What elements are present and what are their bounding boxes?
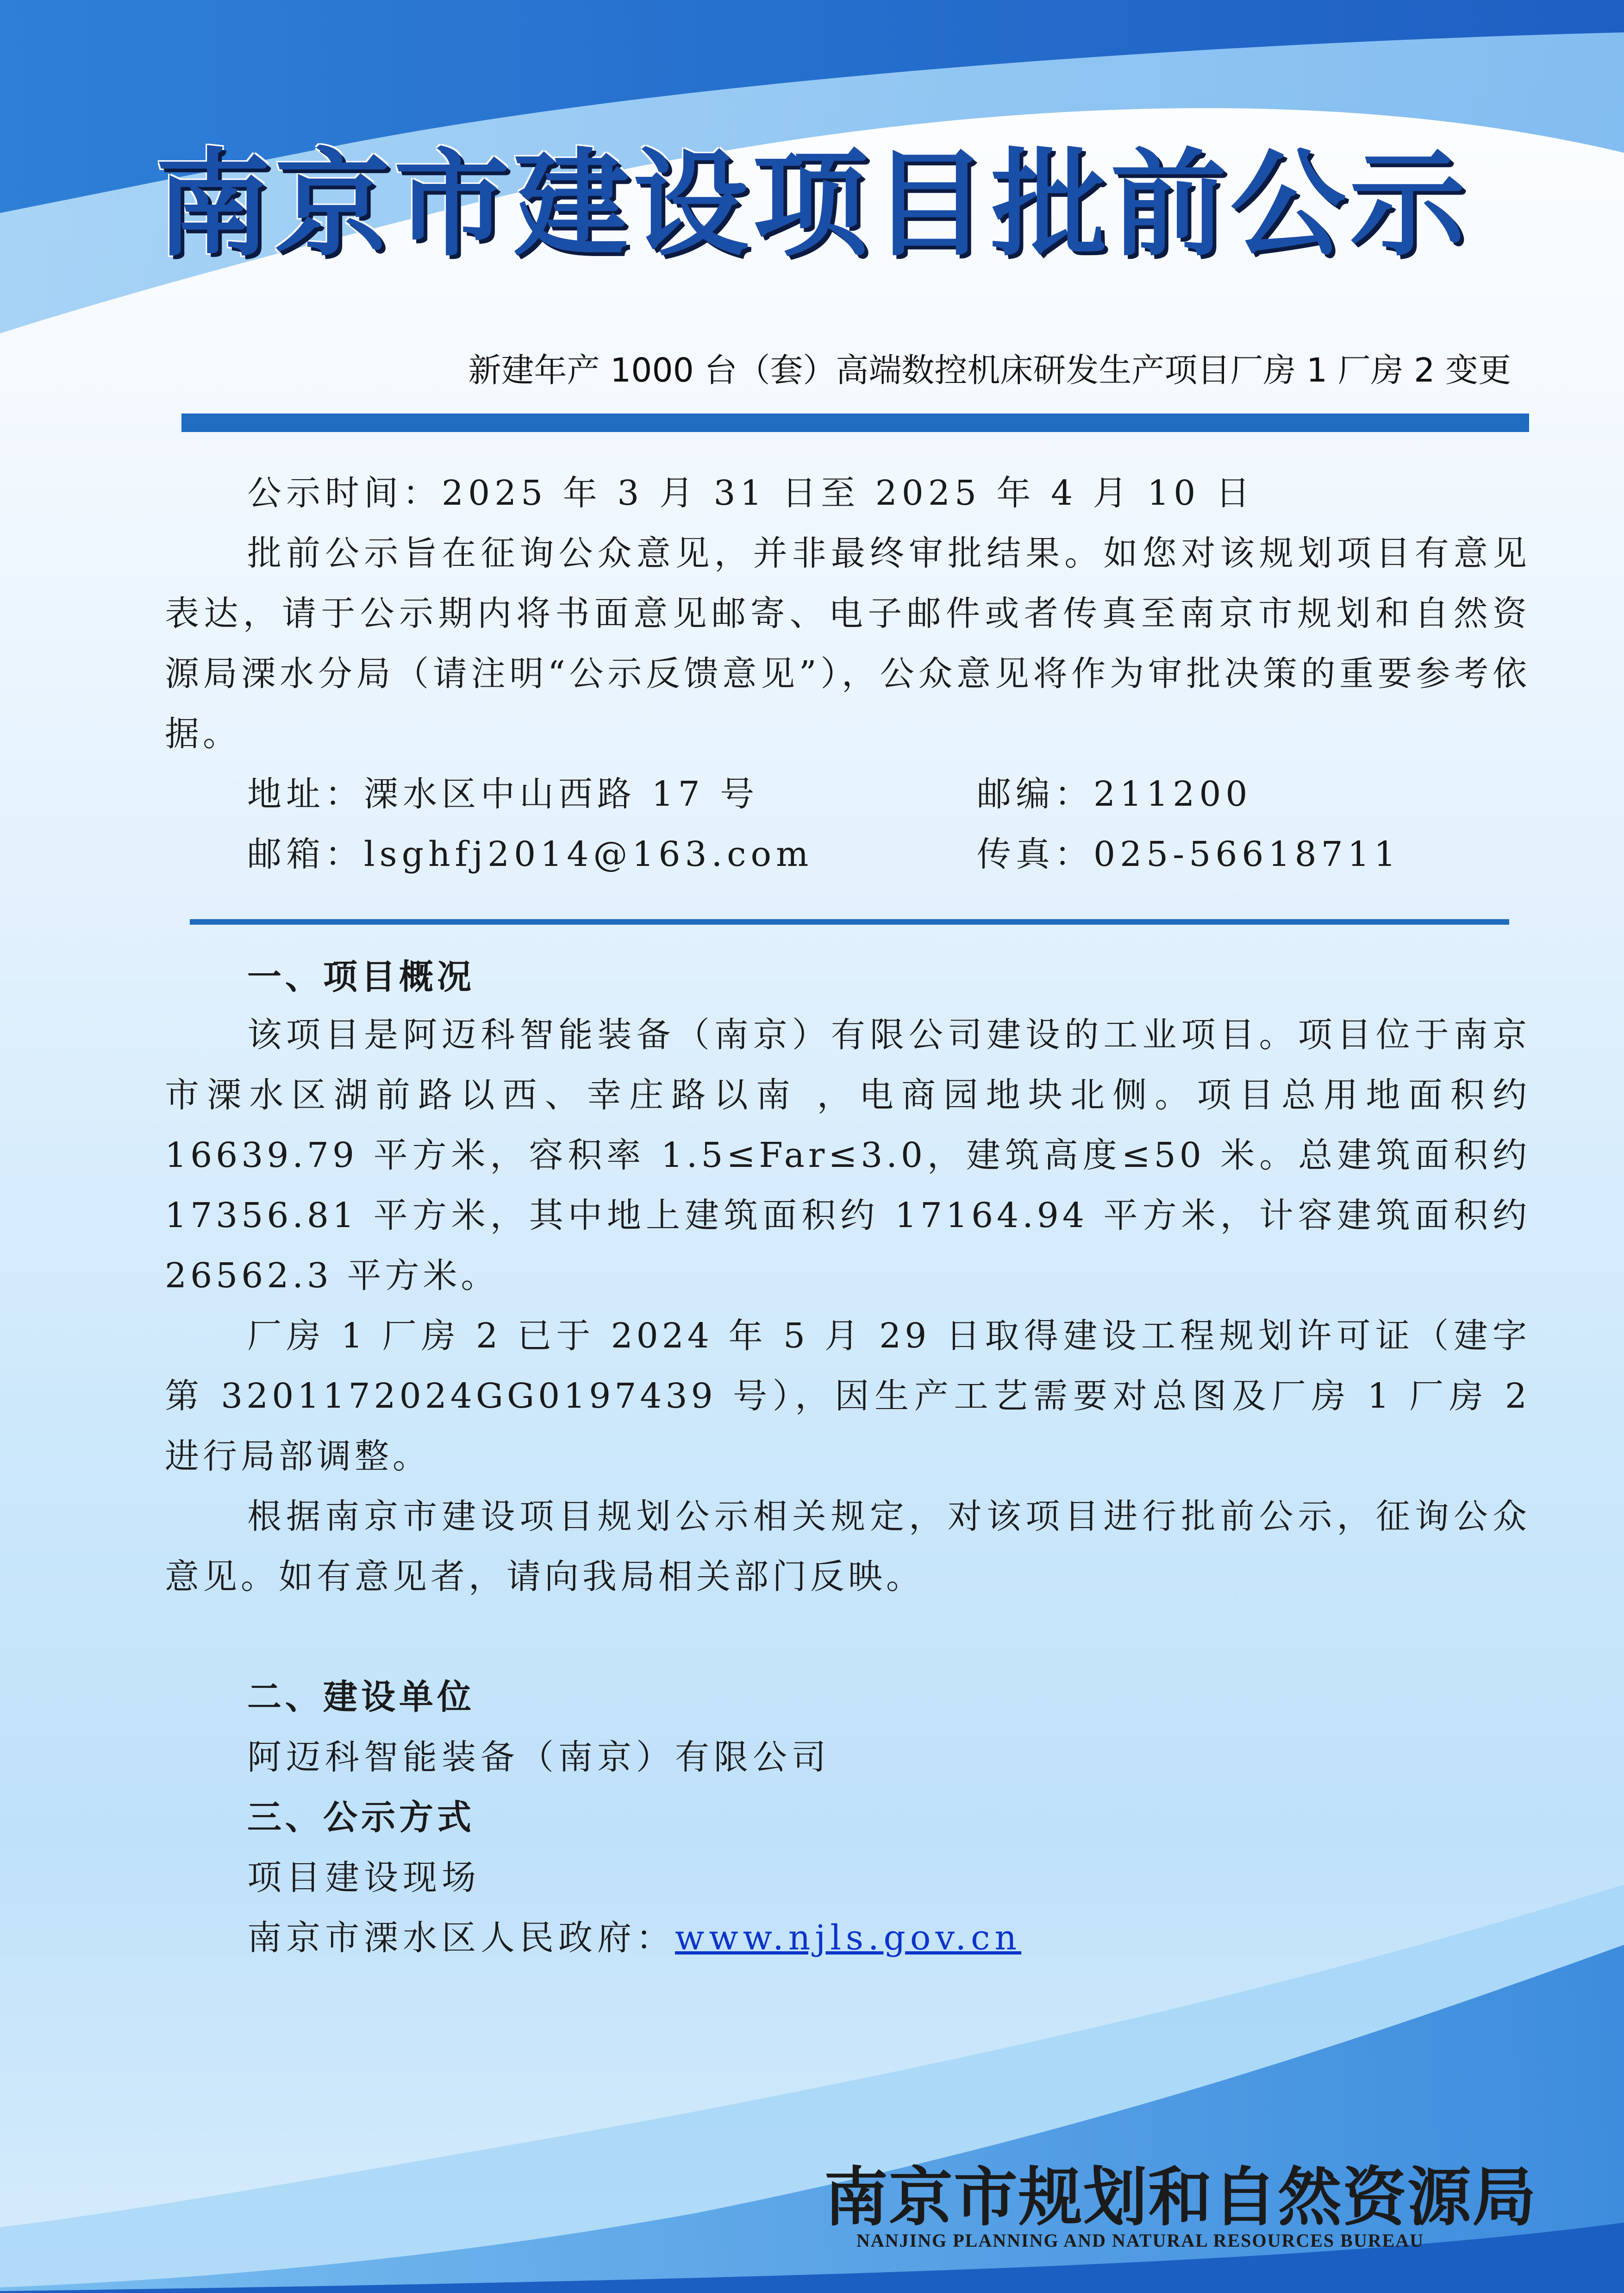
notice-intro: 批前公示旨在征询公众意见，并非最终审批结果。如您对该规划项目有意见表达，请于公示期内将书面意见邮寄、电子邮件或者传真至南京市规划和自然资源局溧水分局（请注明“公示反馈意见”），公众意见将作为审批决策的重要参考依据。: [165, 533, 1530, 754]
section-divider: [190, 919, 1509, 925]
change-paragraph: 厂房 1 厂房 2 已于 2024 年 5 月 29 日取得建设工程规划许可证（建字第 3201172024GG0197439 号），因生产工艺需要对总图及厂房 1 厂房 2 进行局部调整。: [165, 1316, 1530, 1476]
method-website: [247, 1908, 1021, 1968]
contact-address: 地址：溧水区中山西路 17 号: [247, 774, 759, 814]
notice-period: 公示时间：2025 年 3 月 31 日至 2025 年 4 月 10 日: [247, 473, 1255, 513]
method-site: 项目建设现场: [247, 1858, 481, 1898]
contact-fax: 传真：025-56618711: [977, 834, 1400, 874]
page-title: 南京市建设项目批前公示: [155, 136, 1469, 272]
title-divider: [181, 413, 1529, 432]
contact-postcode: 邮编：211200: [977, 774, 1252, 814]
contact-email: 邮箱：lsghfj2014@163.com: [247, 834, 813, 874]
website-label: 南京市溧水区人民政府：: [247, 1918, 675, 1958]
section-heading-builder: 二、建设单位: [247, 1677, 475, 1717]
feedback-paragraph: 根据南京市建设项目规划公示相关规定，对该项目进行批前公示，征询公众意见。如有意见者，请向我局相关部门反映。: [165, 1497, 1530, 1597]
bureau-name-english: NANJING PLANNING AND NATURAL RESOURCES BUREAU: [856, 2230, 1424, 2251]
builder-name: 阿迈科智能装备（南京）有限公司: [247, 1737, 831, 1777]
section-heading-overview: 一、项目概况: [247, 957, 475, 997]
overview-paragraph: 该项目是阿迈科智能装备（南京）有限公司建设的工业项目。项目位于南京市溧水区湖前路以西、幸庄路以南 ，电商园地块北侧。项目总用地面积约 16639.79 平方米，容积率 1.5≤Far≤3.0，建筑高度≤50 米。总建筑面积约 17356.81 平方米，其中地上建筑面积约 17164.94 平方米，计容建筑面积约 26562.3 平方米。: [165, 1015, 1530, 1296]
section-heading-method: 三、公示方式: [247, 1798, 475, 1837]
government-website-link[interactable]: www.njls.gov.cn: [675, 1918, 1022, 1958]
project-subtitle: 新建年产 1000 台（套）高端数控机床研发生产项目厂房 1 厂房 2 变更: [468, 351, 1511, 389]
bureau-name: 南京市规划和自然资源局: [824, 2159, 1537, 2235]
